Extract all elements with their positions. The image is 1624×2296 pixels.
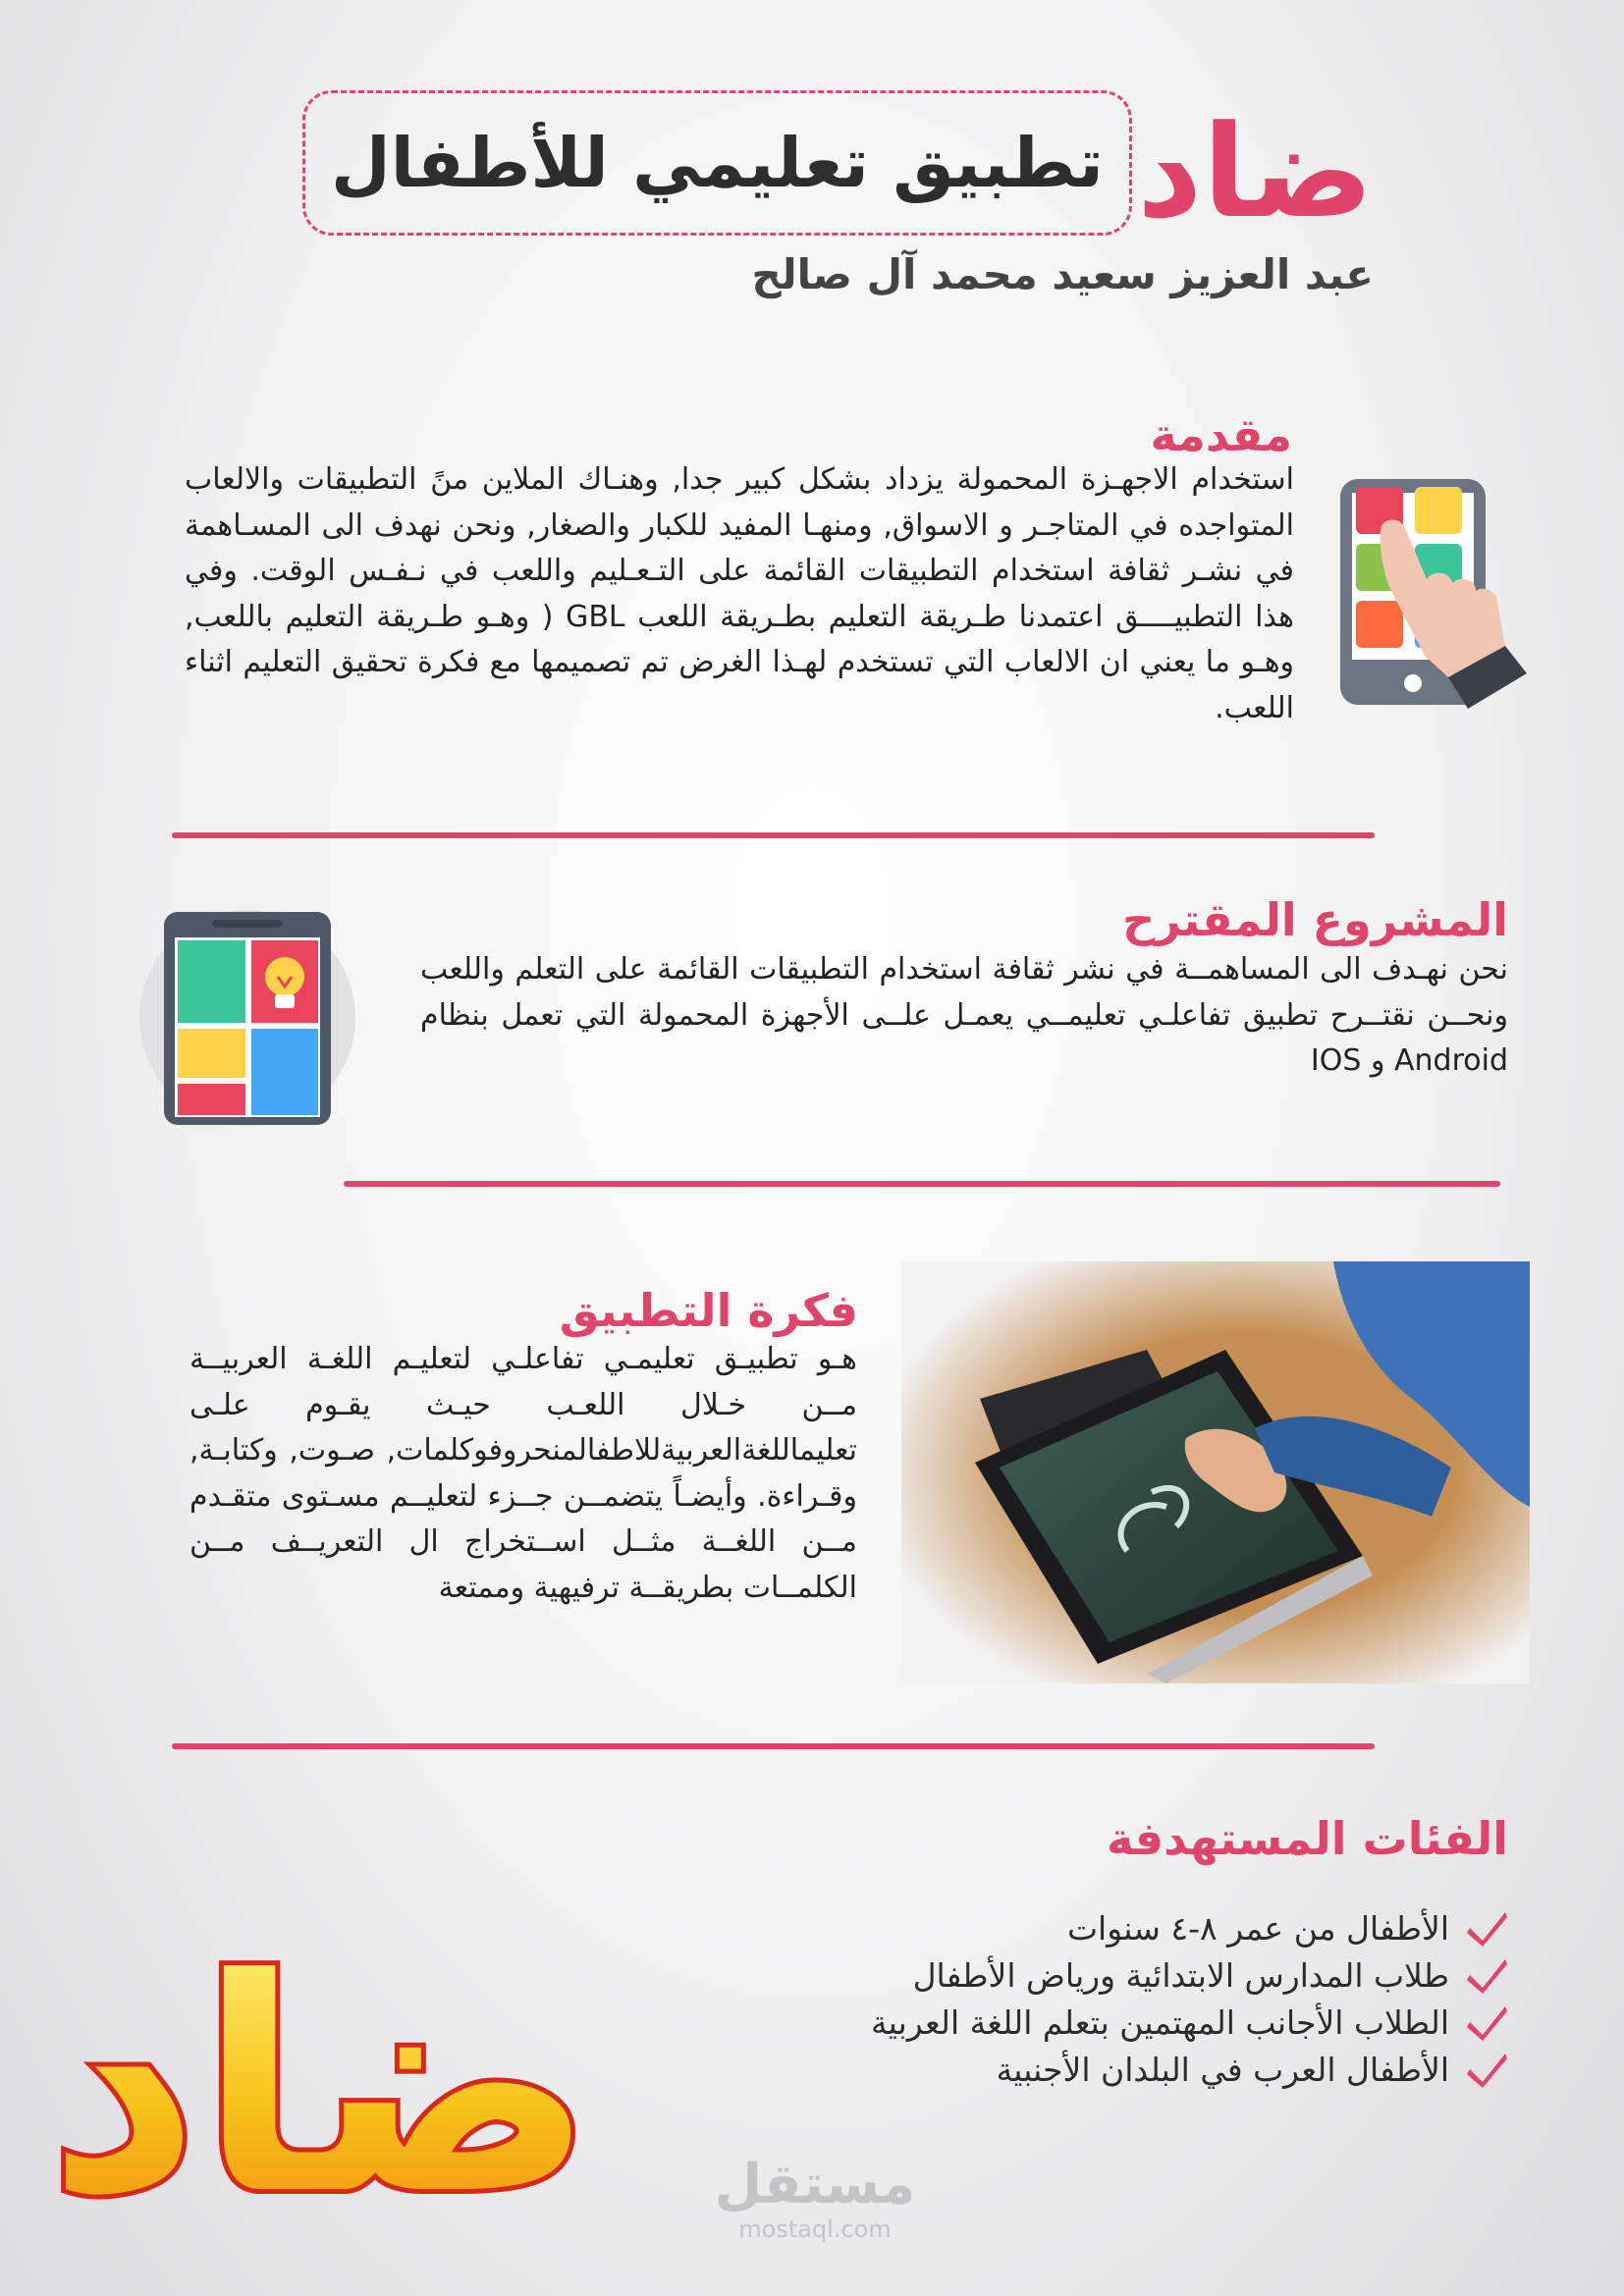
section-heading-intro: مقدمة bbox=[1150, 408, 1292, 461]
list-item-label: الأطفال من عمر ٨-٤ سنوات bbox=[1066, 1908, 1449, 1948]
phone-tap-icon bbox=[1330, 469, 1537, 715]
section-divider-2 bbox=[344, 1181, 1500, 1187]
idea-text: هـو تطبيـق تعليمـي تفاعلـي لتعليـم اللغـة العربيــة مــن خـلال اللعـب حيـث يقـوم علـى تعليماللغةالعربيةللاطفالمنحروفوكلمات, صـوت, وكتابـة, وقـراءة. وأيضـاً يتضمــن جــزء لتعليــم مسـتوى متقـدم مــن اللغــة مثــل اســتخراج ال التعريــف مــن الكلمــات بطريقــة ترفيهية وممتعة bbox=[189, 1342, 857, 1605]
check-icon bbox=[1467, 1955, 1508, 1995]
section-heading-targets: الفئات المستهدفة bbox=[1107, 1812, 1508, 1865]
watermark bbox=[687, 2155, 943, 2243]
target-list bbox=[801, 1904, 1508, 2093]
page-title: تطبيق تعليمي للأطفال bbox=[331, 123, 1104, 203]
tablet-photo bbox=[901, 1261, 1530, 1683]
list-item bbox=[801, 2046, 1508, 2093]
check-icon bbox=[1467, 1908, 1508, 1948]
author-name: عبد العزيز سعيد محمد آل صالح bbox=[751, 250, 1374, 298]
intro-text: استخدام الاجهـزة المحمولة يزداد بشكل كبير جدا, وهنـاك الملاين منً التطبيقات والالعاب المتواجده في المتاجـر و الاسواق, ومنهـا المفيد للكبار والصغار, ونحن نهدف الى المسـاهمة في نشـر ثقافة استخدام التطبيقات القائمة على التـعـليم واللعب في نـفـس الوقت. وفي هذا التطبيــــق اعتمدنا طـريقة التعليم بطـريقة اللعب GBL ( وهـو طـريقة التعليم باللعب, وهـو ما يعني ان الالعاب التي تستخدم لهـذا الغرض تم تصميمها مع فكرة تحقيق التعليم اثناء اللعب. bbox=[185, 462, 1294, 725]
brand-title: ضاد bbox=[1136, 97, 1374, 246]
svg-text:ضاد: ضاد bbox=[47, 1916, 595, 2259]
list-item bbox=[801, 1904, 1508, 1951]
list-item-label: طلاب المدارس الابتدائية ورياض الأطفال bbox=[912, 1955, 1449, 1995]
section-divider-1 bbox=[172, 832, 1375, 838]
list-item bbox=[801, 1951, 1508, 1999]
project-text: نحن نهـدف الى المساهمــة في نشر ثقافة استخدام التطبيقات القائمة على التعلم واللعب ونحــن نقتــرح تطبيق تفاعلـي تعليمــي يعمـل علــى الأجهزة المحمولة التي تعمل بنظام Android و IOS bbox=[420, 952, 1508, 1078]
check-icon bbox=[1467, 2050, 1508, 2089]
tablet-idea-icon bbox=[137, 908, 358, 1129]
section-divider-3 bbox=[172, 1743, 1375, 1749]
watermark-latin: mostaql.com bbox=[738, 2216, 892, 2243]
check-icon bbox=[1467, 2002, 1508, 2042]
section-heading-project: المشروع المقترح bbox=[1122, 893, 1508, 946]
list-item bbox=[801, 1999, 1508, 2046]
watermark-arabic: مستقل bbox=[714, 2153, 916, 2216]
section-heading-idea: فكرة التطبيق bbox=[559, 1284, 858, 1337]
list-item-label: الطلاب الأجانب المهتمين بتعلم اللغة العربية bbox=[870, 2002, 1449, 2042]
list-item-label: الأطفال العرب في البلدان الأجنبية bbox=[996, 2050, 1449, 2089]
dad-logo bbox=[47, 1916, 595, 2259]
